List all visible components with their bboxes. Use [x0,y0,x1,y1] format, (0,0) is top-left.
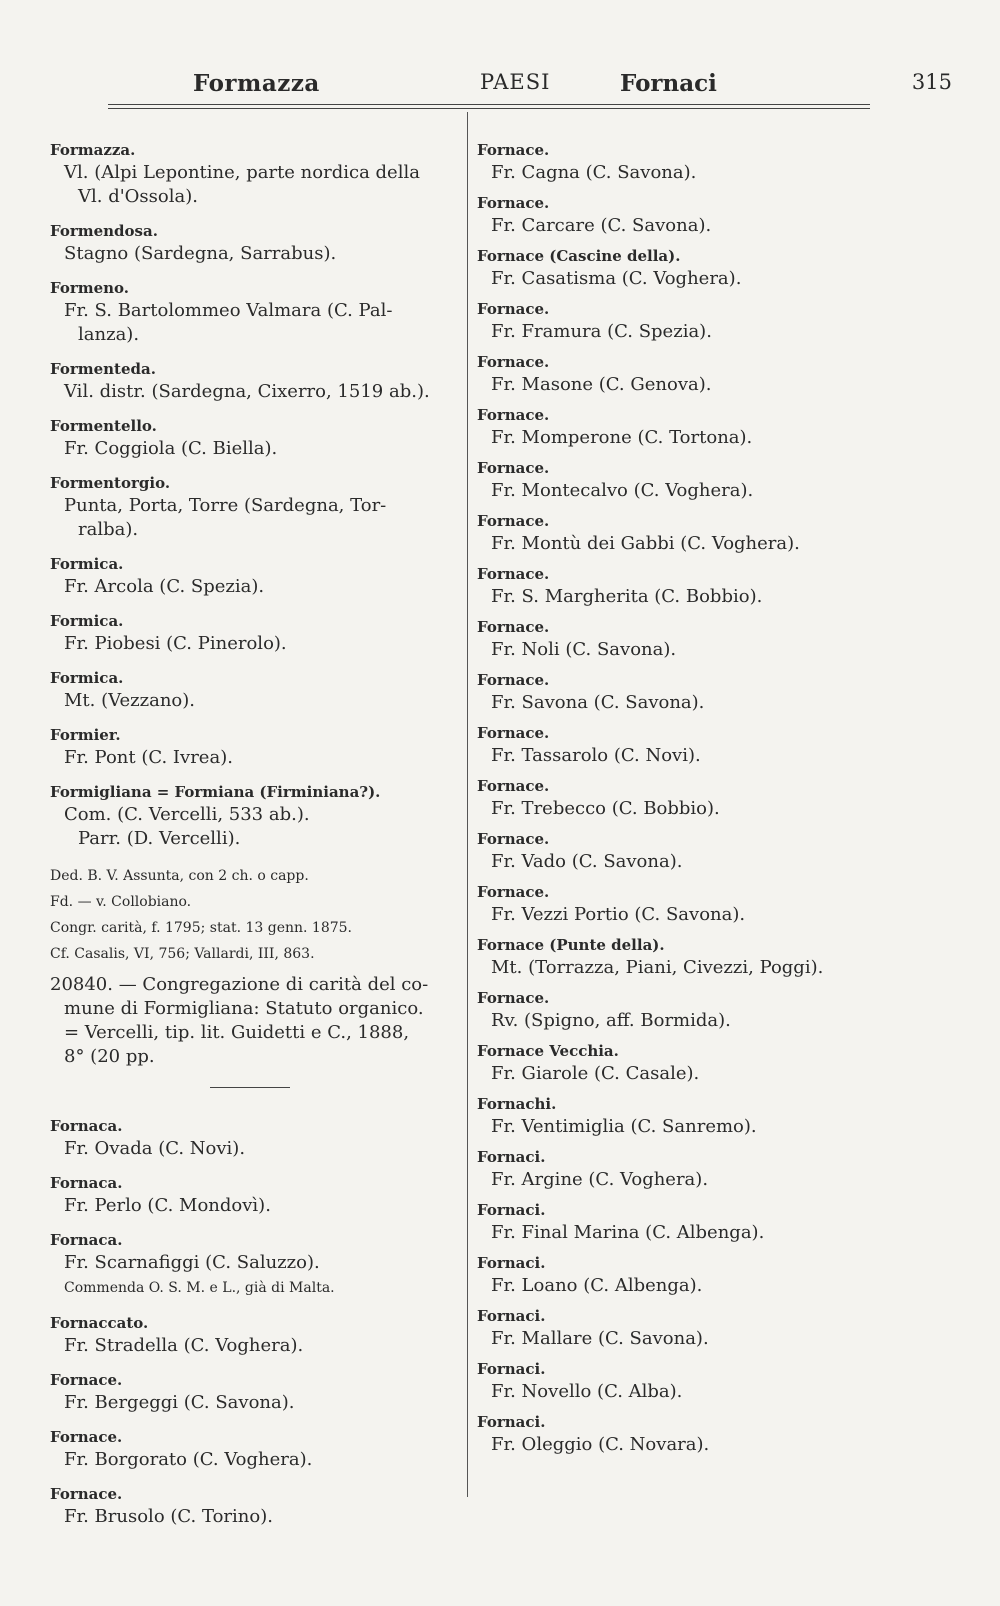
entry-line: Mt. (Vezzano). [64,690,196,711]
column-divider [467,112,468,1497]
entry-line: Parr. (D. Vercelli). [78,828,241,849]
entry-headword: Fornace. [477,883,550,901]
entry-line: Fr. Giarole (C. Casale). [491,1063,700,1084]
entry-line: Fr. Novello (C. Alba). [491,1381,683,1402]
entry-line: Stagno (Sardegna, Sarrabus). [64,243,337,264]
dictionary-entry [50,1230,458,1301]
entry-headword: Fornace. [477,671,550,689]
entry-line: Com. (C. Vercelli, 533 ab.). [64,804,310,825]
dictionary-entry [477,1041,887,1086]
entry-line: Rv. (Spigno, aff. Bormida). [491,1010,731,1031]
entry-note: Ded. B. V. Assunta, con 2 ch. o capp. [50,868,309,884]
dictionary-entry [477,829,887,874]
right-column [477,140,887,1465]
entry-headword: Fornaci. [477,1148,546,1166]
entry-headword: Fornaci. [477,1201,546,1219]
entry-line: Fr. Casatisma (C. Voghera). [491,268,742,289]
entry-line: Fr. Noli (C. Savona). [491,639,677,660]
dictionary-entry [477,670,887,715]
entry-headword: Fornace. [477,300,550,318]
entry-line: Vl. (Alpi Lepontine, parte nordica della [64,162,420,183]
entry-headword: Fornace. [477,141,550,159]
entry-headword: Fornace. [477,406,550,424]
entry-headword: Fornaca. [50,1117,123,1135]
entry-line: Fr. Bergeggi (C. Savona). [64,1392,295,1413]
dictionary-entry [50,359,458,404]
dictionary-entry [477,882,887,927]
entry-headword: Fornace. [477,777,550,795]
header-rule [108,108,870,109]
entry-headword: Fornace. [477,194,550,212]
dictionary-entry [477,1200,887,1245]
entry-line: Fr. Scarnafiggi (C. Saluzzo). [64,1252,320,1273]
entry-headword: Formendosa. [50,222,158,240]
dictionary-entry [477,458,887,503]
entry-line: Punta, Porta, Torre (Sardegna, Tor- [64,495,387,516]
dictionary-entry [477,1359,887,1404]
entry-line: lanza). [78,324,140,345]
dictionary-entry [477,299,887,344]
entry-note: Fd. — v. Collobiano. [50,894,192,910]
dictionary-entry [477,935,887,980]
header-right-word: Fornaci [620,70,717,97]
dictionary-entry [477,193,887,238]
entry-headword: Formica. [50,612,124,630]
entry-headword: Fornace. [477,512,550,530]
left-column [50,140,458,1541]
dictionary-entry [477,617,887,662]
bibliography-line: mune di Formigliana: Statuto organico. [64,998,424,1019]
entry-headword: Formigliana = Formiana (Firminiana?). [50,783,381,801]
entry-headword: Fornace. [477,724,550,742]
dictionary-entry [477,988,887,1033]
entry-headword: Formenteda. [50,360,156,378]
entry-line: Vl. d'Ossola). [78,186,198,207]
entry-headword: Fornaca. [50,1231,123,1249]
bibliography-entry [50,973,458,1069]
entry-note: Congr. carità, f. 1795; stat. 13 genn. 1875. [50,920,352,936]
dictionary-entry [477,1147,887,1192]
dictionary-entry [477,564,887,609]
entry-headword: Fornace (Cascine della). [477,247,681,265]
entry-note: Commenda O. S. M. e L., già di Malta. [64,1280,335,1296]
entry-headword: Fornace. [50,1485,123,1503]
entry-headword: Fornachi. [477,1095,557,1113]
entry-line: Fr. Perlo (C. Mondovì). [64,1195,271,1216]
entry-headword: Fornace. [50,1428,123,1446]
header-left-word: Formazza [193,70,320,97]
entry-line: Fr. Stradella (C. Voghera). [64,1335,304,1356]
dictionary-entry [477,140,887,185]
dictionary-entry [50,725,458,770]
entry-line: Fr. S. Bartolommeo Valmara (C. Pal- [64,300,393,321]
entry-line: Fr. Ovada (C. Novi). [64,1138,246,1159]
dictionary-entry [50,1116,458,1161]
entry-line: ralba). [78,519,139,540]
entry-headword: Formeno. [50,279,130,297]
entry-line: Fr. Borgorato (C. Voghera). [64,1449,313,1470]
dictionary-entry [477,776,887,821]
entry-headword: Formazza. [50,141,136,159]
entry-line: Fr. Arcola (C. Spezia). [64,576,265,597]
bibliography-line: = Vercelli, tip. lit. Guidetti e C., 1888, [64,1022,410,1043]
entry-note: Cf. Casalis, VI, 756; Vallardi, III, 863. [50,946,315,962]
dictionary-entry [477,1094,887,1139]
entry-line: Fr. Final Marina (C. Albenga). [491,1222,765,1243]
entry-headword: Fornace. [477,618,550,636]
entry-headword: Formier. [50,726,121,744]
section-rule [210,1087,290,1088]
entry-line: Fr. Savona (C. Savona). [491,692,705,713]
entry-headword: Fornaci. [477,1360,546,1378]
dictionary-entry [50,1173,458,1218]
entry-line: Fr. Cagna (C. Savona). [491,162,697,183]
entry-line: Fr. Pont (C. Ivrea). [64,747,233,768]
entry-line: Fr. Momperone (C. Tortona). [491,427,753,448]
entry-line: Fr. Masone (C. Genova). [491,374,712,395]
dictionary-entry [477,1412,887,1457]
dictionary-entry [477,246,887,291]
entry-line: Fr. Brusolo (C. Torino). [64,1506,273,1527]
dictionary-entry [477,723,887,768]
dictionary-entry [50,221,458,266]
dictionary-entry [50,611,458,656]
entry-line: Vil. distr. (Sardegna, Cixerro, 1519 ab.). [64,381,430,402]
entry-line: Fr. Montecalvo (C. Voghera). [491,480,754,501]
entry-headword: Fornace. [477,565,550,583]
entry-line: Mt. (Torrazza, Piani, Civezzi, Poggi). [491,957,824,978]
dictionary-entry [50,782,458,851]
dictionary-entry [477,405,887,450]
entry-headword: Formentello. [50,417,157,435]
dictionary-entry [50,668,458,713]
entry-headword: Formica. [50,555,124,573]
entry-line: Fr. Coggiola (C. Biella). [64,438,278,459]
entry-headword: Fornace. [477,353,550,371]
dictionary-entry [477,1253,887,1298]
entry-line: Fr. Vado (C. Savona). [491,851,683,872]
page-number: 315 [911,70,952,94]
entry-headword: Fornace. [50,1371,123,1389]
entry-headword: Fornaci. [477,1307,546,1325]
entry-line: Fr. Argine (C. Voghera). [491,1169,709,1190]
entry-line: Fr. Carcare (C. Savona). [491,215,712,236]
formigliana-notes [50,863,458,967]
entry-line: Fr. Piobesi (C. Pinerolo). [64,633,287,654]
entry-line: Fr. Vezzi Portio (C. Savona). [491,904,746,925]
entry-headword: Fornace (Punte della). [477,936,665,954]
dictionary-entry [50,1427,458,1472]
dictionary-entry [50,554,458,599]
dictionary-entry [477,511,887,556]
entry-headword: Formica. [50,669,124,687]
entry-line: Fr. Framura (C. Spezia). [491,321,712,342]
entry-headword: Fornaccato. [50,1314,149,1332]
entry-line: Fr. Tassarolo (C. Novi). [491,745,701,766]
dictionary-entry [50,1313,458,1358]
dictionary-entry [50,140,458,209]
entry-headword: Fornace Vecchia. [477,1042,619,1060]
entry-line: Fr. Oleggio (C. Novara). [491,1434,710,1455]
entry-headword: Fornace. [477,459,550,477]
entry-line: Fr. Mallare (C. Savona). [491,1328,709,1349]
bibliography-line: 8° (20 pp. [64,1046,155,1067]
dictionary-entry [50,278,458,347]
entry-headword: Fornace. [477,989,550,1007]
entry-line: Fr. Montù dei Gabbi (C. Voghera). [491,533,800,554]
entry-line: Fr. Loano (C. Albenga). [491,1275,703,1296]
entry-headword: Fornaci. [477,1413,546,1431]
header-rule [108,104,870,105]
dictionary-entry [477,1306,887,1351]
dictionary-entry [50,1484,458,1529]
dictionary-entry [50,416,458,461]
dictionary-entry [50,1370,458,1415]
bibliography-line: 20840. — Congregazione di carità del co- [50,974,429,995]
entry-line: Fr. Ventimiglia (C. Sanremo). [491,1116,757,1137]
dictionary-entry [477,352,887,397]
entry-line: Fr. Trebecco (C. Bobbio). [491,798,720,819]
entry-headword: Fornaci. [477,1254,546,1272]
entry-line: Fr. S. Margherita (C. Bobbio). [491,586,763,607]
entry-headword: Fornaca. [50,1174,123,1192]
entry-headword: Fornace. [477,830,550,848]
running-header [48,62,952,102]
header-section-title: PAESI [480,70,551,94]
dictionary-entry [50,473,458,542]
entry-headword: Formentorgio. [50,474,171,492]
